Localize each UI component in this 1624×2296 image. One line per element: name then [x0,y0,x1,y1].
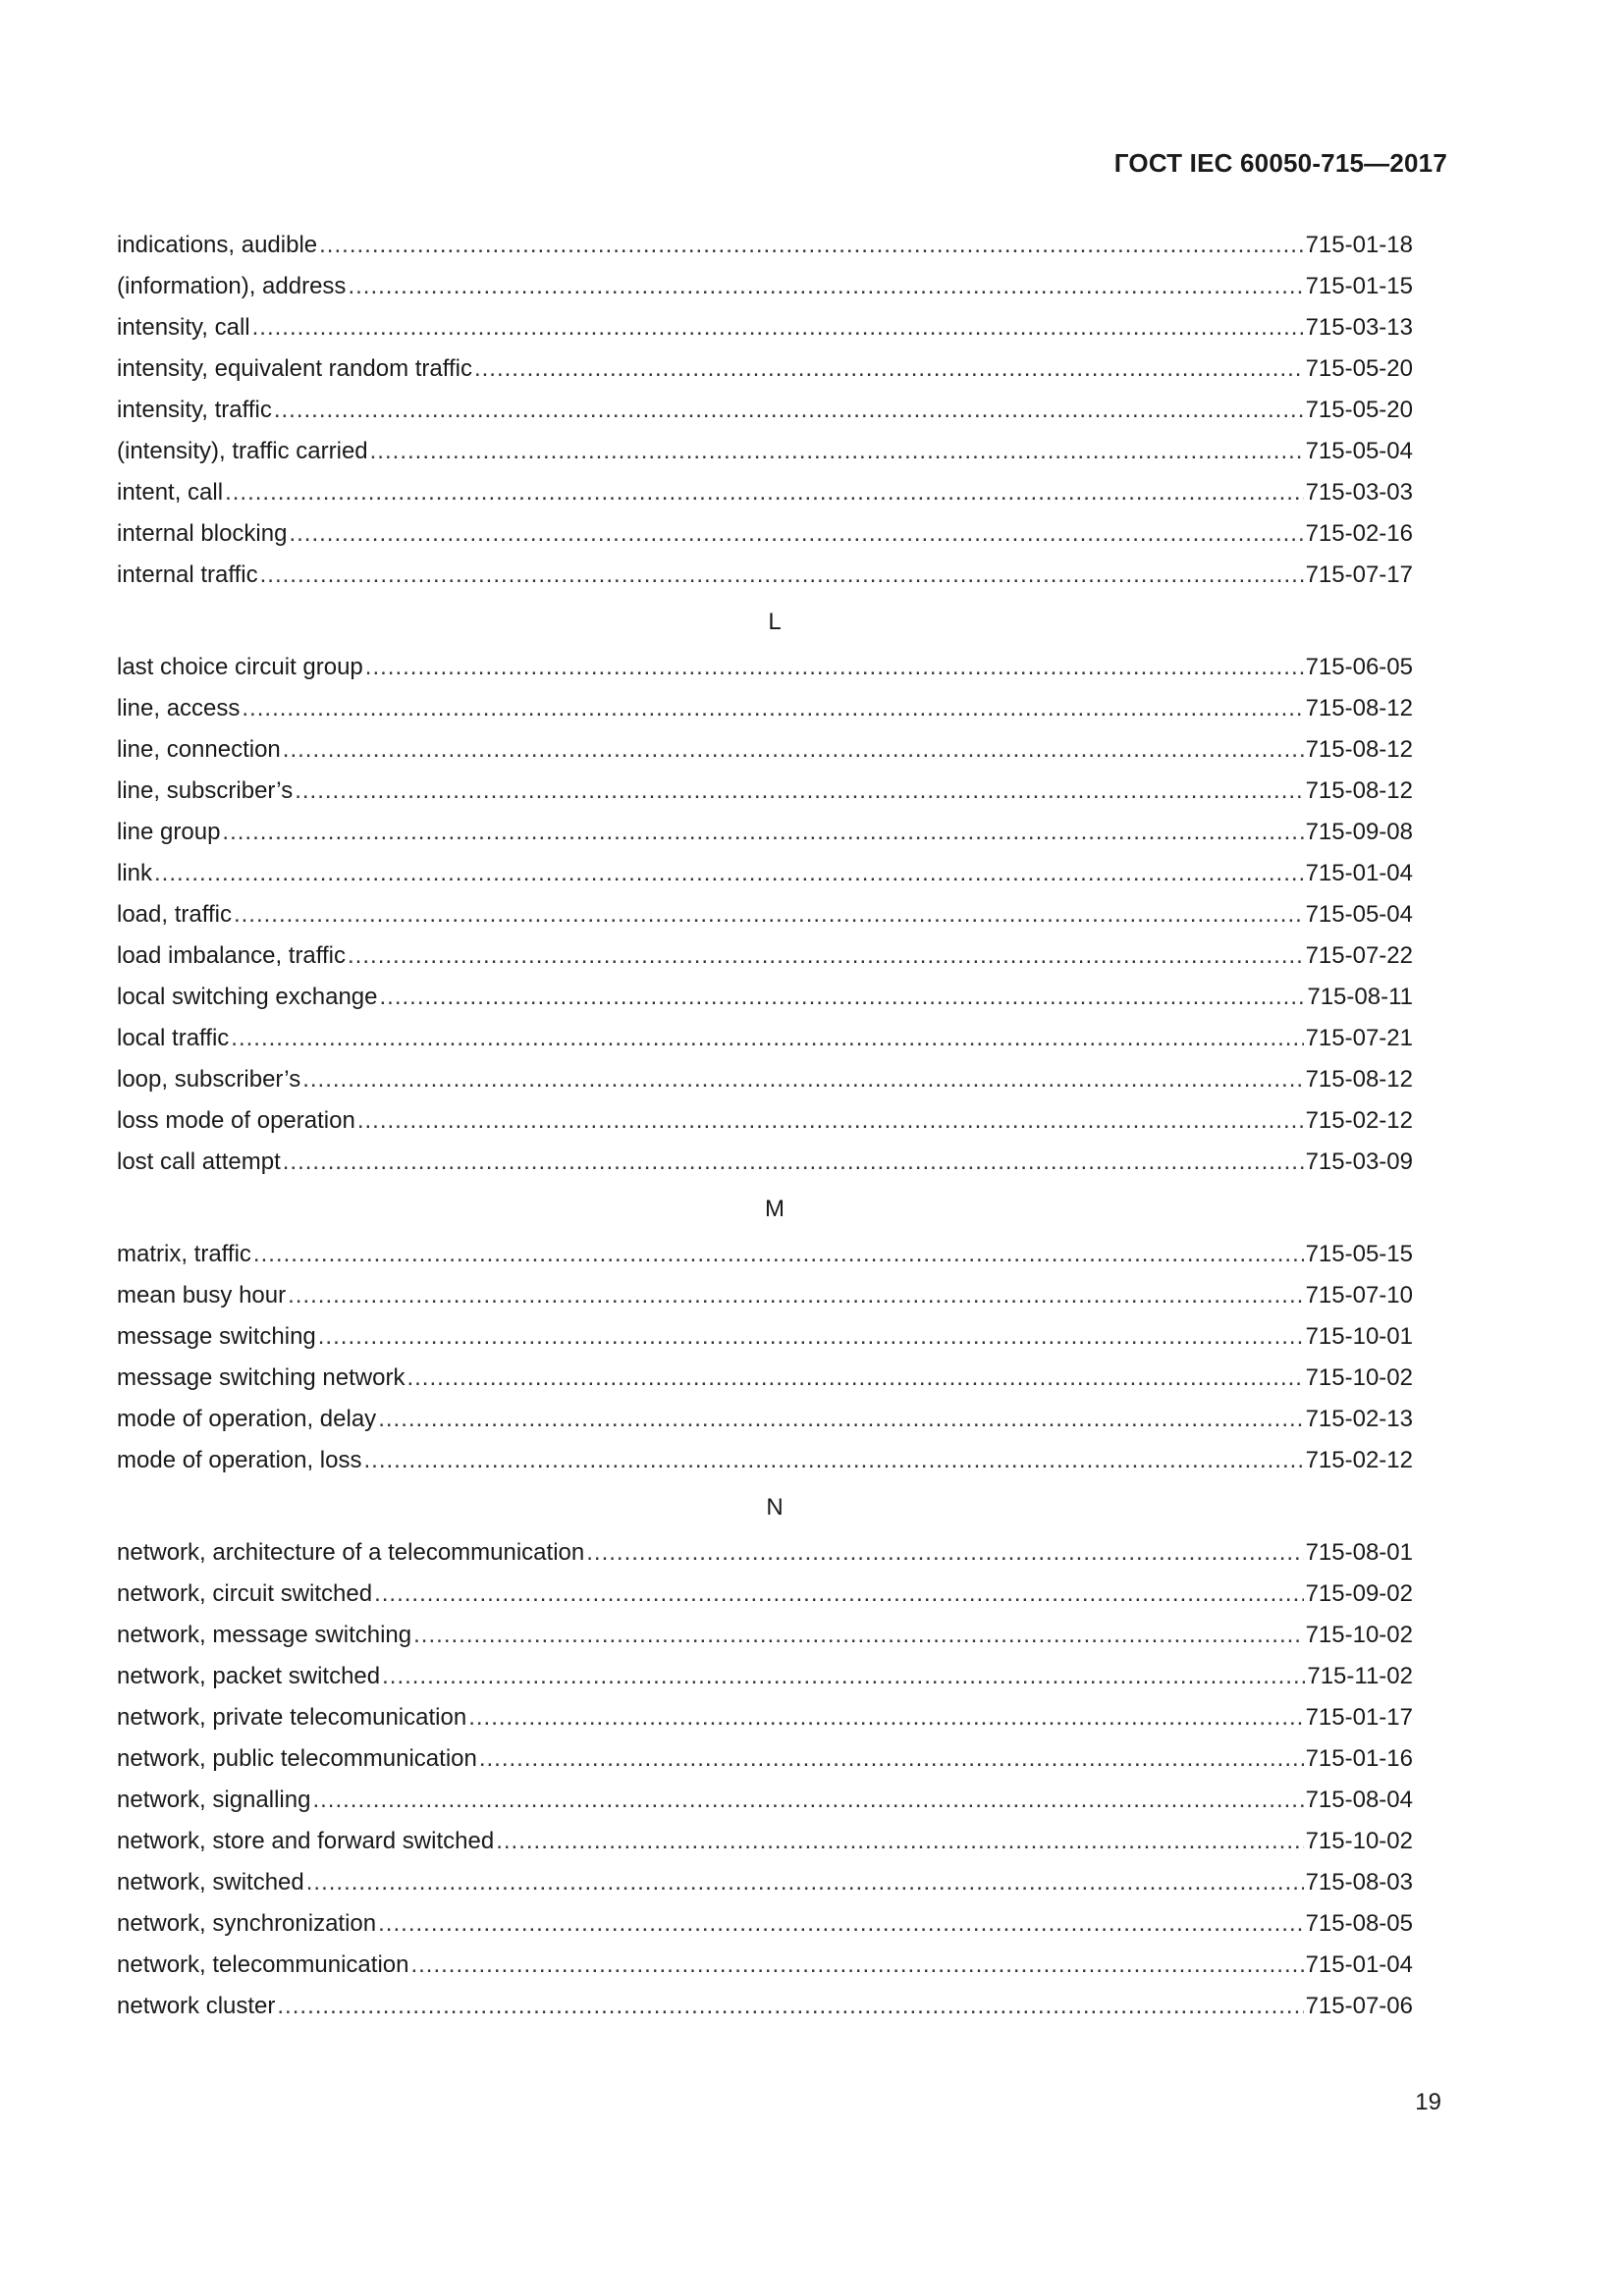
index-term: local switching exchange [117,984,378,1010]
index-term: loop, subscriber’s [117,1066,301,1093]
dot-leader [253,1234,1304,1275]
index-code: 715-05-20 [1305,397,1413,423]
index-code: 715-03-09 [1305,1148,1413,1175]
index-term: intent, call [117,479,224,506]
dot-leader [222,812,1303,853]
index-entry [117,935,1413,977]
index-entry [117,1018,1413,1059]
index-term: network, private telecomunication [117,1704,467,1731]
index-entry [117,1440,1413,1481]
dot-leader [406,1358,1303,1399]
index-entry [117,266,1413,307]
index-entry [117,1780,1413,1821]
index-entry [117,431,1413,472]
dot-leader [586,1532,1303,1574]
index-code: 715-09-08 [1305,819,1413,845]
index-code: 715-01-15 [1305,273,1413,299]
index-entry [117,225,1413,266]
index-term: indications, audible [117,232,318,258]
index-entry [117,1142,1413,1183]
index-code: 715-02-12 [1305,1107,1413,1134]
dot-leader [365,647,1304,688]
index-term: internal traffic [117,561,258,588]
index-entry [117,771,1413,812]
index-term: (intensity), traffic carried [117,438,368,464]
index-term: intensity, traffic [117,397,272,423]
dot-leader [382,1656,1305,1697]
dot-leader [234,894,1304,935]
index-code: 715-07-17 [1305,561,1413,588]
dot-leader [289,513,1303,555]
index-term: local traffic [117,1025,230,1051]
index-term: network, store and forward switched [117,1828,495,1854]
dot-leader [348,266,1303,307]
index-entry [117,1316,1413,1358]
index-term: loss mode of operation [117,1107,355,1134]
index-entry [117,390,1413,431]
dot-leader [363,1440,1303,1481]
dot-leader [496,1821,1303,1862]
index-code: 715-08-12 [1305,695,1413,721]
dot-leader [380,977,1306,1018]
dot-leader [474,348,1304,390]
dot-leader [288,1275,1303,1316]
dot-leader [154,853,1304,894]
index-entry [117,812,1413,853]
dot-leader [378,1399,1303,1440]
index-term: internal blocking [117,520,288,547]
index-term: mode of operation, delay [117,1406,377,1432]
index-code: 715-08-12 [1305,1066,1413,1093]
dot-leader [283,1142,1304,1183]
index-term: network, signalling [117,1787,311,1813]
index-code: 715-08-12 [1305,777,1413,804]
dot-leader [277,1986,1303,2027]
index-term: load, traffic [117,901,232,928]
index-entry [117,688,1413,729]
dot-leader [312,1780,1303,1821]
index-code: 715-08-03 [1305,1869,1413,1896]
index-code: 715-10-02 [1305,1828,1413,1854]
index-entry [117,647,1413,688]
dot-leader [252,307,1304,348]
index-term: network, circuit switched [117,1580,373,1607]
index-code: 715-10-02 [1305,1622,1413,1648]
dot-leader [348,935,1304,977]
dot-leader [225,472,1304,513]
index-code: 715-08-01 [1305,1539,1413,1566]
index-term: network, message switching [117,1622,412,1648]
index-code: 715-05-04 [1305,438,1413,464]
index-term: intensity, call [117,314,250,341]
index-term: message switching network [117,1364,406,1391]
index-code: 715-01-17 [1305,1704,1413,1731]
index-entry [117,1234,1413,1275]
dot-leader [319,225,1303,266]
dot-leader [242,688,1303,729]
index-entry [117,1532,1413,1574]
index-term: last choice circuit group [117,654,363,680]
index-entry [117,1574,1413,1615]
index-term: line, access [117,695,241,721]
index-code: 715-10-02 [1305,1364,1413,1391]
index-term: line group [117,819,221,845]
dot-leader [413,1615,1303,1656]
dot-leader [283,729,1304,771]
index-term: network, architecture of a telecommunication [117,1539,585,1566]
index-entry [117,1275,1413,1316]
index-entry [117,1738,1413,1780]
index-entry [117,977,1413,1018]
index-code: 715-02-13 [1305,1406,1413,1432]
index-entry [117,472,1413,513]
index-term: network, telecommunication [117,1951,409,1978]
index-term: load imbalance, traffic [117,942,347,969]
dot-leader [378,1903,1303,1945]
index-code: 715-01-04 [1305,1951,1413,1978]
index-code: 715-10-01 [1305,1323,1413,1350]
index-code: 715-05-15 [1305,1241,1413,1267]
index-code: 715-05-04 [1305,901,1413,928]
index-term: intensity, equivalent random traffic [117,355,472,382]
index-code: 715-01-04 [1305,860,1413,886]
index-entry [117,555,1413,596]
index-code: 715-02-12 [1305,1447,1413,1473]
index-term: network, switched [117,1869,304,1896]
dot-leader [260,555,1304,596]
section-letter-heading: M [765,1196,785,1222]
index-code: 715-01-18 [1305,232,1413,258]
dot-leader [479,1738,1304,1780]
index-code: 715-07-10 [1305,1282,1413,1308]
document-header: ГОСТ IEC 60050-715—2017 [1113,148,1447,178]
index-code: 715-08-12 [1305,736,1413,763]
index-code: 715-06-05 [1305,654,1413,680]
dot-leader [302,1059,1303,1100]
index-term: line, subscriber’s [117,777,294,804]
index-entry [117,1697,1413,1738]
index-term: message switching [117,1323,316,1350]
index-term: lost call attempt [117,1148,281,1175]
dot-leader [306,1862,1304,1903]
index-term: network, public telecommunication [117,1745,477,1772]
dot-leader [231,1018,1303,1059]
dot-leader [357,1100,1304,1142]
index-entry [117,1100,1413,1142]
index-term: link [117,860,153,886]
index-code: 715-08-11 [1307,984,1413,1010]
dot-leader [374,1574,1303,1615]
index-entry [117,853,1413,894]
index-code: 715-07-06 [1305,1993,1413,2019]
index-entry [117,1821,1413,1862]
index-entry [117,1399,1413,1440]
index-entry [117,1862,1413,1903]
index-code: 715-02-16 [1305,520,1413,547]
index-entry [117,1358,1413,1399]
index-entry [117,348,1413,390]
index-code: 715-03-13 [1305,314,1413,341]
index-code: 715-01-16 [1305,1745,1413,1772]
index-entry [117,1903,1413,1945]
index-term: matrix, traffic [117,1241,251,1267]
index-entry [117,1945,1413,1986]
index-term: network, synchronization [117,1910,377,1937]
index-code: 715-08-04 [1305,1787,1413,1813]
index-entry [117,307,1413,348]
dot-leader [468,1697,1303,1738]
index-code: 715-03-03 [1305,479,1413,506]
index-term: (information), address [117,273,347,299]
term-index [117,225,1413,2027]
dot-leader [295,771,1303,812]
index-entry [117,894,1413,935]
index-entry [117,1615,1413,1656]
index-entry [117,729,1413,771]
index-code: 715-07-22 [1305,942,1413,969]
section-letter-heading: N [766,1494,784,1521]
dot-leader [370,431,1304,472]
index-term: mean busy hour [117,1282,287,1308]
index-code: 715-09-02 [1305,1580,1413,1607]
index-code: 715-05-20 [1305,355,1413,382]
index-entry [117,1059,1413,1100]
index-entry [117,1656,1413,1697]
index-term: network, packet switched [117,1663,381,1689]
section-letter-heading: L [768,609,782,635]
index-term: mode of operation, loss [117,1447,362,1473]
index-code: 715-08-05 [1305,1910,1413,1937]
index-code: 715-11-02 [1307,1663,1413,1689]
dot-leader [410,1945,1303,1986]
index-entry [117,513,1413,555]
dot-leader [318,1316,1304,1358]
index-entry [117,1986,1413,2027]
index-term: network cluster [117,1993,276,2019]
index-term: line, connection [117,736,281,763]
index-code: 715-07-21 [1305,1025,1413,1051]
dot-leader [274,390,1304,431]
page-number: 19 [1415,2089,1441,2115]
